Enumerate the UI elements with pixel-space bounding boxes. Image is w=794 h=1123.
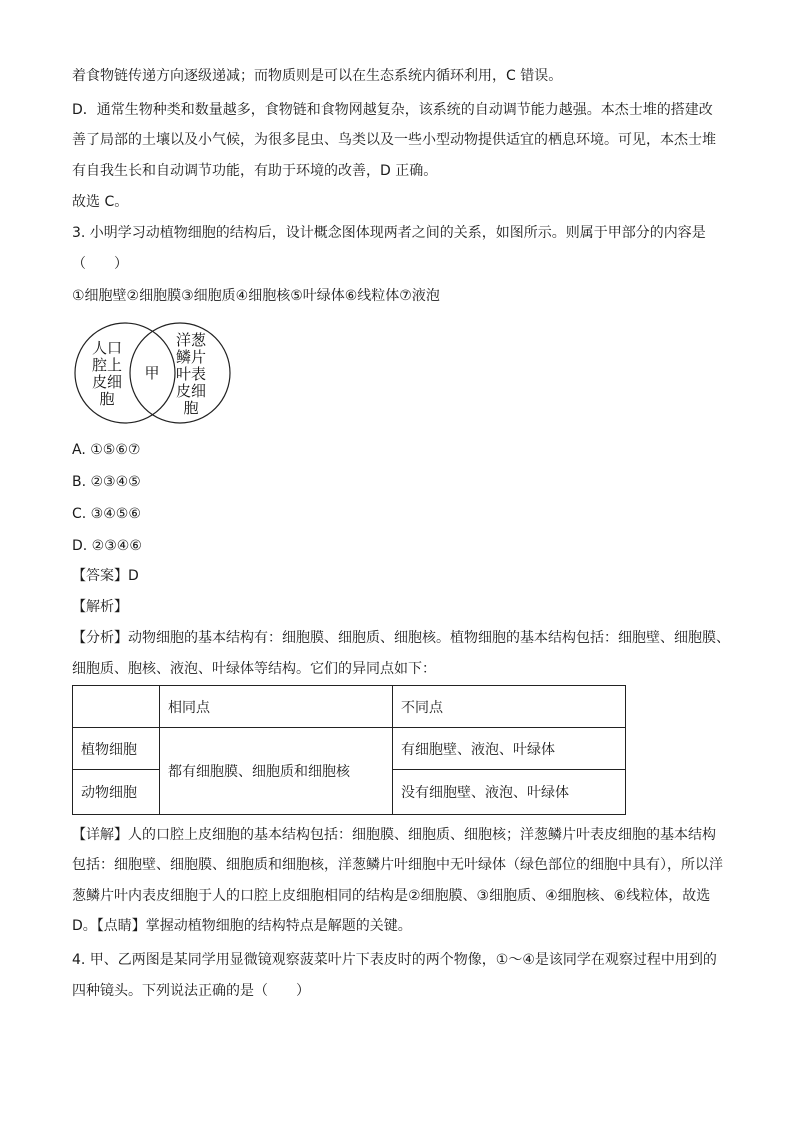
table-cell: 没有细胞壁、液泡、叶绿体 (393, 770, 626, 815)
question-3-items: ①细胞壁②细胞膜③细胞质④细胞核⑤叶绿体⑥线粒体⑦液泡 (72, 288, 440, 304)
table-cell-common: 都有细胞膜、细胞质和细胞核 (160, 728, 393, 815)
option-b: B. ②③④⑤ (72, 474, 141, 490)
detail-line: D。【点睛】掌握动植物细胞的结构特点是解题的关键。 (72, 918, 412, 934)
detail-line: 包括：细胞壁、细胞膜、细胞质和细胞核，洋葱鳞片叶细胞中无叶绿体（绿色部位的细胞中具有），所以洋 (72, 857, 723, 873)
text-line: 有自我生长和自动调节功能，有助于环境的改善，D 正确。 (72, 163, 438, 179)
comparison-table (72, 685, 626, 815)
question-3-bracket: （ ） (72, 256, 128, 272)
question-4-stem: 4. 甲、乙两图是某同学用显微镜观察菠菜叶片下表皮时的两个物像，①～④是该同学在观察过程中用到的 (72, 952, 717, 968)
analysis-line: 细胞质、胞核、液泡、叶绿体等结构。它们的异同点如下： (72, 661, 436, 677)
venn-right-label: 洋葱 鳞片 叶表 皮细 胞 (175, 331, 206, 417)
table-header-cell: 相同点 (160, 686, 393, 728)
table-header-cell (73, 686, 160, 728)
table-row-label: 植物细胞 (73, 728, 160, 770)
table-row-label: 动物细胞 (73, 770, 160, 815)
text-line: 善了局部的土壤以及小气候，为很多昆虫、鸟类以及一些小型动物提供适宜的栖息环境。可见，本杰士堆 (72, 132, 716, 148)
question-4-stem: 四种镜头。下列说法正确的是（ ） (72, 983, 310, 999)
text-line: 故选 C。 (72, 194, 129, 210)
question-3-stem: 3. 小明学习动植物细胞的结构后，设计概念图体现两者之间的关系，如图所示。则属于甲部分的内容是 (72, 225, 706, 241)
option-c: C. ③④⑤⑥ (72, 506, 141, 522)
venn-left-label: 人口 腔上 皮细 胞 (91, 339, 122, 408)
option-a: A. ①⑤⑥⑦ (72, 442, 141, 458)
table-header-cell: 不同点 (393, 686, 626, 728)
answer-line: 【答案】D (72, 568, 139, 584)
venn-diagram (70, 318, 240, 428)
option-d: D. ②③④⑥ (72, 538, 142, 554)
table-row (73, 728, 626, 770)
text-line: 着食物链传递方向逐级递减；而物质则是可以在生态系统内循环利用，C 错误。 (72, 68, 563, 84)
table-cell: 有细胞壁、液泡、叶绿体 (393, 728, 626, 770)
analysis-line: 【分析】动物细胞的基本结构有：细胞膜、细胞质、细胞核。植物细胞的基本结构包括：细胞壁、细胞膜、 (72, 630, 730, 646)
venn-center-label: 甲 (144, 364, 160, 382)
detail-line: 【详解】人的口腔上皮细胞的基本结构包括：细胞膜、细胞质、细胞核；洋葱鳞片叶表皮细胞的基本结构 (72, 827, 716, 843)
detail-line: 葱鳞片叶内表皮细胞于人的口腔上皮细胞相同的结构是②细胞膜、③细胞质、④细胞核、⑥线粒体，故选 (72, 888, 711, 904)
text-line: D．通常生物种类和数量越多，食物链和食物网越复杂，该系统的自动调节能力越强。本杰士堆的搭建改 (72, 102, 713, 118)
analysis-heading: 【解析】 (72, 599, 128, 615)
table-row (73, 686, 626, 728)
